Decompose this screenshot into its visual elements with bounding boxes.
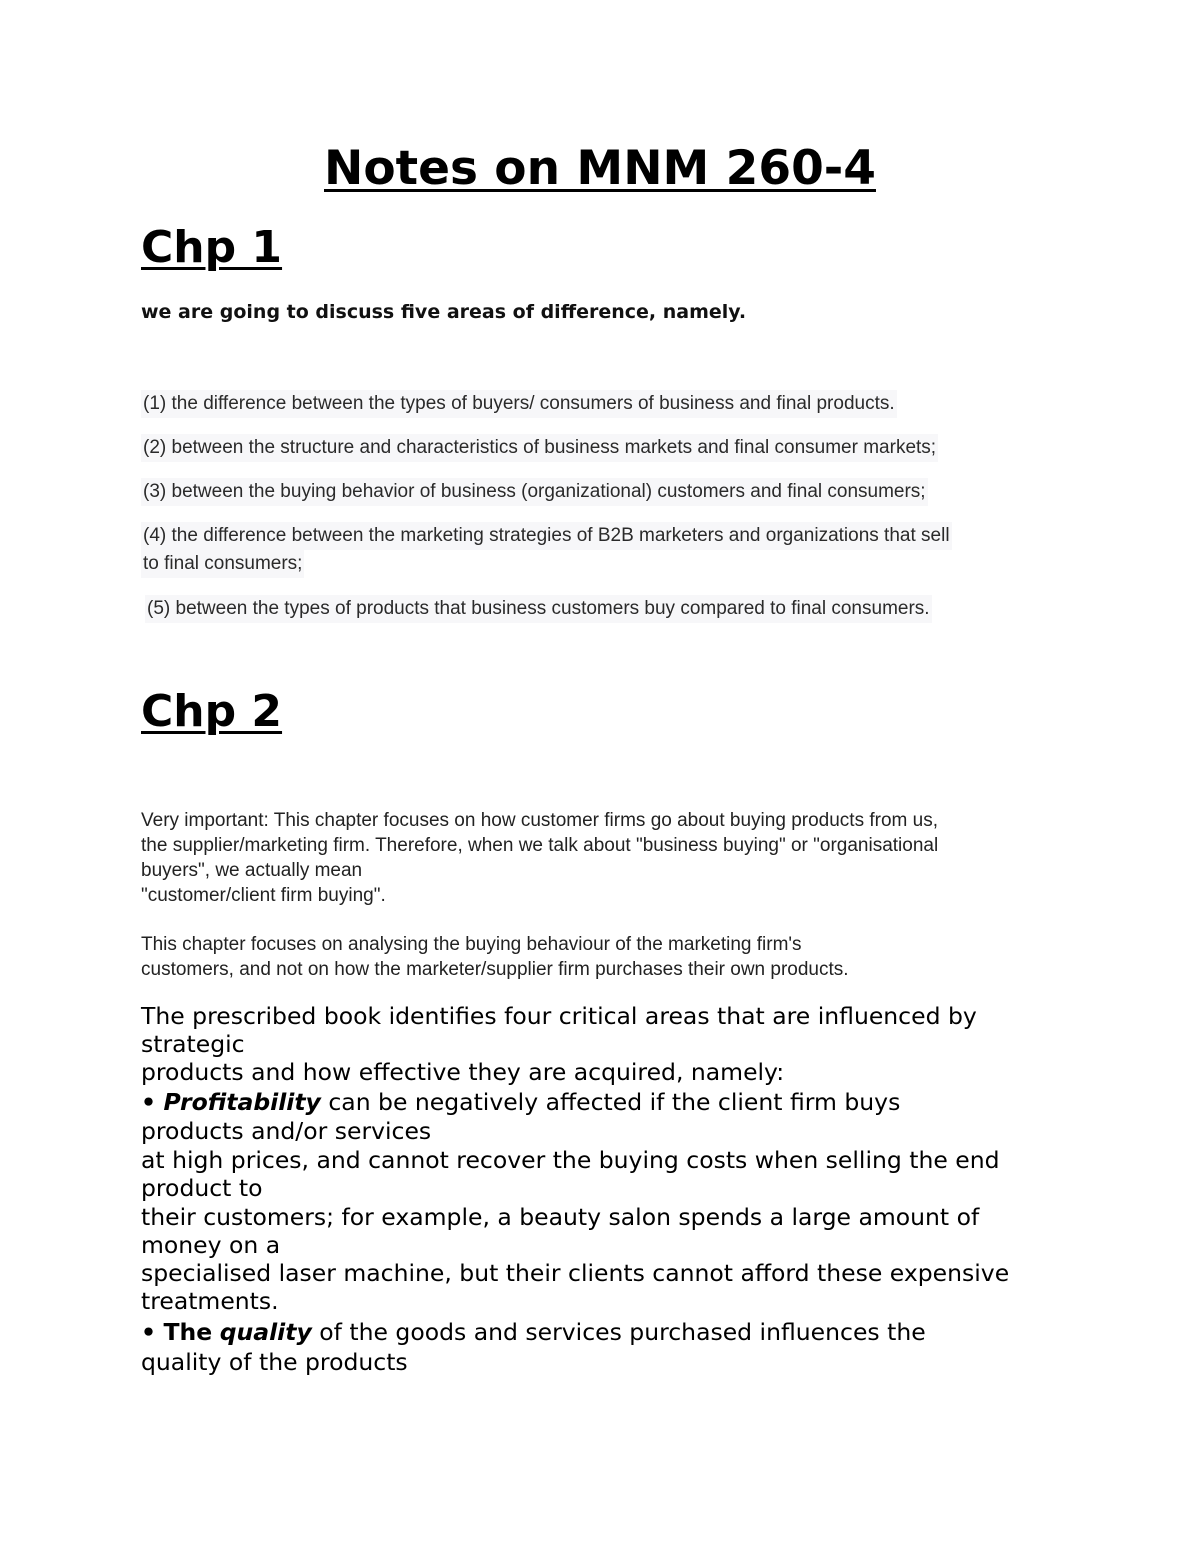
chapter-2-heading: Chp 2 <box>141 686 283 737</box>
prescribed-line-3: products and how effective they are acquired, namely: <box>141 1058 785 1086</box>
chapter-1-intro: we are going to discuss five areas of difference, namely. <box>141 301 747 323</box>
page-title: Notes on MNM 260-4 <box>324 141 876 196</box>
prescribed-line-2: strategic <box>141 1030 245 1058</box>
important-note-line-3: buyers", we actually mean <box>141 860 363 881</box>
quality-first-line: of the goods and services purchased influences the <box>319 1318 926 1346</box>
difference-item-4-continued: to final consumers; <box>141 550 304 578</box>
important-note-line-4: "customer/client firm buying". <box>141 885 386 906</box>
profitability-first-line: can be negatively affected if the client firm buys <box>328 1088 901 1116</box>
prescribed-line-1: The prescribed book identifies four critical areas that are influenced by <box>141 1002 977 1030</box>
quality-line-2: quality of the products <box>141 1348 408 1376</box>
difference-item-4: (4) the difference between the marketing strategies of B2B marketers and organizations that sell <box>141 522 952 550</box>
difference-item-2: (2) between the structure and characteristics of business markets and final consumer markets; <box>141 434 938 462</box>
profitability-line-2: products and/or services <box>141 1117 432 1145</box>
bullet-quality <box>141 1318 926 1347</box>
profitability-emphasis: Profitability <box>163 1088 321 1116</box>
difference-item-1: (1) the difference between the types of buyers/ consumers of business and final products. <box>141 390 897 418</box>
profitability-line-8: treatments. <box>141 1287 279 1315</box>
difference-item-3: (3) between the buying behavior of business (organizational) customers and final consumers; <box>141 478 928 506</box>
bullet-marker: • <box>141 1088 157 1116</box>
important-note-line-2: the supplier/marketing firm. Therefore, when we talk about "business buying" or "organisational <box>141 835 939 856</box>
profitability-line-7: specialised laser machine, but their clients cannot afford these expensive <box>141 1259 1010 1287</box>
quality-lead: The <box>163 1318 213 1346</box>
profitability-line-6: money on a <box>141 1231 281 1259</box>
bullet-marker: • <box>141 1318 157 1346</box>
important-note-line-1: Very important: This chapter focuses on how customer firms go about buying products from us, <box>141 810 938 831</box>
chapter-1-heading: Chp 1 <box>141 222 283 273</box>
profitability-line-5: their customers; for example, a beauty salon spends a large amount of <box>141 1203 980 1231</box>
profitability-line-4: product to <box>141 1174 263 1202</box>
profitability-line-3: at high prices, and cannot recover the buying costs when selling the end <box>141 1146 1000 1174</box>
quality-emphasis: quality <box>219 1318 312 1346</box>
focus-note-line-1: This chapter focuses on analysing the buying behaviour of the marketing firm's <box>141 934 802 955</box>
focus-note-line-2: customers, and not on how the marketer/supplier firm purchases their own products. <box>141 959 849 980</box>
difference-item-5: (5) between the types of products that business customers buy compared to final consumers. <box>145 595 932 623</box>
bullet-profitability <box>141 1088 900 1117</box>
